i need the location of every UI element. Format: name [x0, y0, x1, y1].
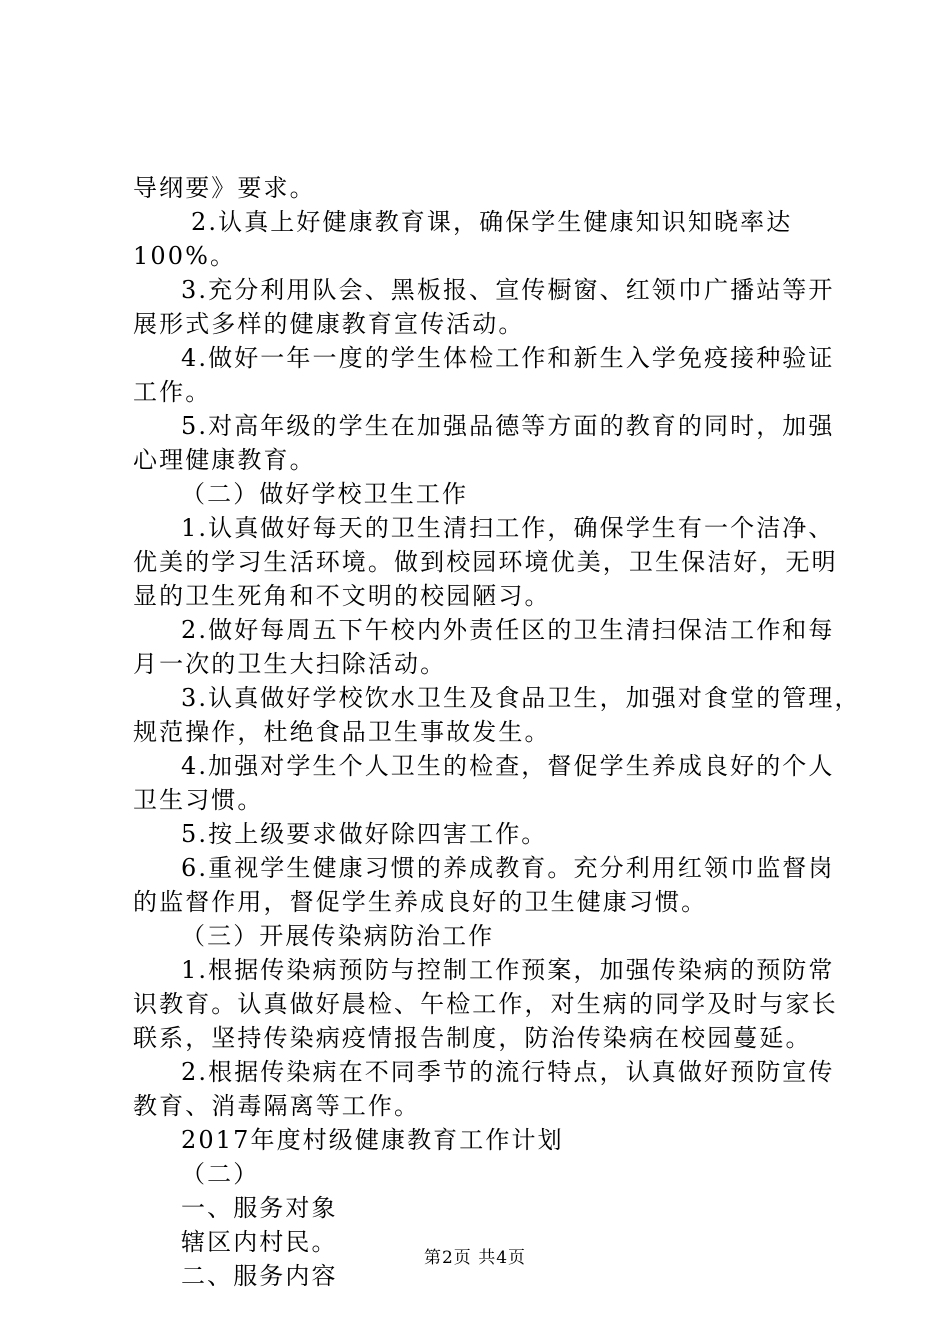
- text-line: 5.按上级要求做好除四害工作。: [181, 820, 548, 848]
- page-number-footer: 第2页 共4页: [423, 1248, 527, 1268]
- text-line: 2.认真上好健康教育课，确保学生健康知识知晓率达: [191, 208, 793, 236]
- text-line: 导纲要》要求。: [133, 174, 316, 202]
- text-line: 1.根据传染病预防与控制工作预案，加强传染病的预防常: [181, 956, 835, 984]
- text-line: 2.做好每周五下午校内外责任区的卫生清扫保洁工作和每: [181, 616, 835, 644]
- document-title-line: 2017年度村级健康教育工作计划: [181, 1126, 564, 1154]
- text-line: 识教育。认真做好晨检、午检工作，对生病的同学及时与家长: [133, 990, 838, 1018]
- section-heading: 二、服务内容: [181, 1262, 338, 1290]
- section-heading: （三）开展传染病防治工作: [181, 922, 495, 950]
- text-line: 优美的学习生活环境。做到校园环境优美，卫生保洁好，无明: [133, 548, 838, 576]
- text-line: 月一次的卫生大扫除活动。: [133, 650, 447, 678]
- text-line: 4.做好一年一度的学生体检工作和新生入学免疫接种验证: [181, 344, 835, 372]
- text-line: 1.认真做好每天的卫生清扫工作，确保学生有一个洁净、: [181, 514, 835, 542]
- text-line: 工作。: [133, 378, 212, 406]
- text-line: 规范操作，杜绝食品卫生事故发生。: [133, 718, 551, 746]
- text-line: 联系，坚持传染病疫情报告制度，防治传染病在校园蔓延。: [133, 1024, 812, 1052]
- text-line: 4.加强对学生个人卫生的检查，督促学生养成良好的个人: [181, 752, 835, 780]
- text-line: 5.对高年级的学生在加强品德等方面的教育的同时，加强: [181, 412, 835, 440]
- text-line: 展形式多样的健康教育宣传活动。: [133, 310, 525, 338]
- text-line: 6.重视学生健康习惯的养成教育。充分利用红领巾监督岗: [181, 854, 835, 882]
- text-line: 卫生习惯。: [133, 786, 264, 814]
- text-line: 3.充分利用队会、黑板报、宣传橱窗、红领巾广播站等开: [181, 276, 835, 304]
- section-heading: （二）做好学校卫生工作: [181, 480, 469, 508]
- section-heading: 一、服务对象: [181, 1194, 338, 1222]
- text-line: 心理健康教育。: [133, 446, 316, 474]
- text-line: 辖区内村民。: [181, 1228, 338, 1256]
- text-line: （二）: [181, 1160, 260, 1188]
- text-line: 100%。: [133, 242, 237, 270]
- text-line: 教育、消毒隔离等工作。: [133, 1092, 421, 1120]
- document-body: [133, 171, 861, 1293]
- text-line: 2.根据传染病在不同季节的流行特点，认真做好预防宣传: [181, 1058, 835, 1086]
- text-line: 的监督作用，督促学生养成良好的卫生健康习惯。: [133, 888, 708, 916]
- text-line: 3.认真做好学校饮水卫生及食品卫生，加强对食堂的管理，: [181, 684, 861, 712]
- text-line: 显的卫生死角和不文明的校园陋习。: [133, 582, 551, 610]
